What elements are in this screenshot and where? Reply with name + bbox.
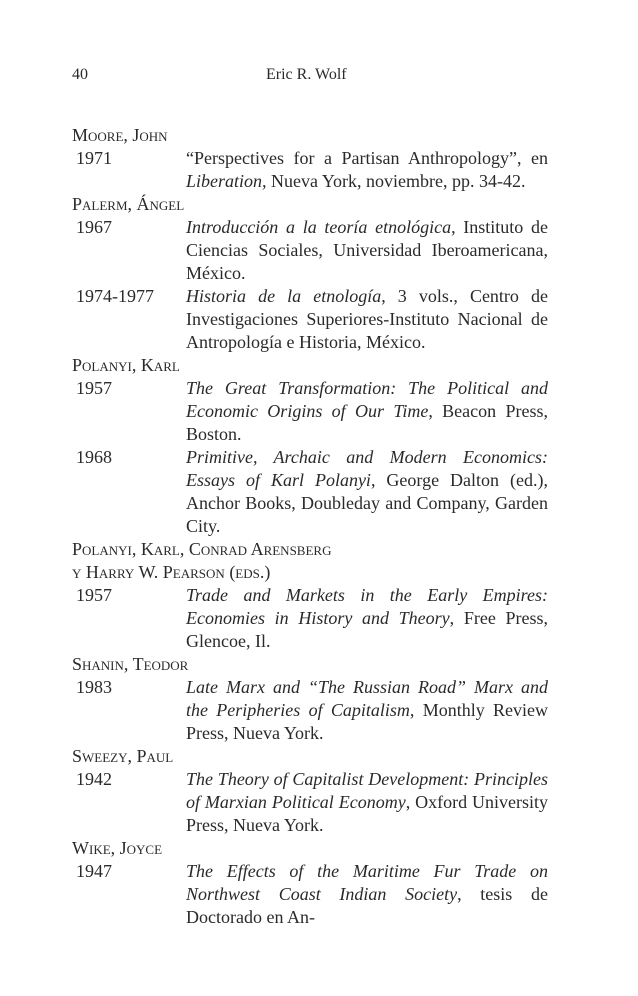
author-heading: Sweezy, Paul xyxy=(72,746,174,766)
entry-year: 1968 xyxy=(76,447,112,467)
author-heading: Shanin, Teodor xyxy=(72,654,189,674)
entry-text: , Free Press, Glencoe, Il. xyxy=(186,608,548,651)
entry-text: , Oxford University Press, Nueva York. xyxy=(186,792,549,835)
bibliography xyxy=(72,124,548,929)
author-heading-continued: y Harry W. Pearson (eds.) xyxy=(72,562,271,582)
page-header xyxy=(72,66,548,90)
page-number: 40 xyxy=(72,66,88,83)
entry-reference xyxy=(186,584,548,653)
entry-text: , 3 vols., Centro de Investigaciones Superiores-Instituto Nacional de Antropología e Historia, México. xyxy=(186,286,548,352)
author-heading: Polanyi, Karl xyxy=(72,355,180,375)
entry-text: , tesis de Doctorado en An- xyxy=(186,884,548,927)
entry-year: 1957 xyxy=(76,585,112,605)
bibliography-entry xyxy=(72,584,548,653)
entry-reference xyxy=(186,216,548,285)
entry-title: Primitive, Archaic and Modern Economics: Essays of Karl Polanyi xyxy=(186,447,548,490)
entry-title: Late Marx and “The Russian Road” Marx and the Peripheries of Capitalism xyxy=(186,677,548,720)
entry-title: Trade and Markets in the Early Empires: Economies in History and Theory xyxy=(186,585,548,628)
entry-text: Nueva York, noviembre, pp. 34-42. xyxy=(266,171,526,191)
bibliography-entry xyxy=(72,147,548,193)
bibliography-entry xyxy=(72,860,548,929)
bibliography-entry xyxy=(72,676,548,745)
entry-title: Liberation, xyxy=(186,171,267,191)
entry-text: , George Dalton (ed.), Anchor Books, Doubleday and Company, Garden City. xyxy=(186,470,548,536)
author-heading: Palerm, Ángel xyxy=(72,194,185,214)
entry-year: 1971 xyxy=(76,148,112,168)
entry-text: , Beacon Press, Boston. xyxy=(186,401,548,444)
entry-year: 1942 xyxy=(76,769,112,789)
entry-title: The Great Transformation: The Political and Economic Origins of Our Time xyxy=(186,378,548,421)
entry-title: Introducción a la teoría etnológica xyxy=(186,217,452,237)
entry-text: “Perspectives for a Partisan Anthropology”, en xyxy=(186,148,548,168)
entry-year: 1947 xyxy=(76,861,112,881)
entry-year: 1983 xyxy=(76,677,112,697)
bibliography-entry xyxy=(72,768,548,837)
entry-reference xyxy=(186,147,548,193)
bibliography-entry xyxy=(72,446,548,538)
author-heading: Moore, John xyxy=(72,125,168,145)
bibliography-entry xyxy=(72,285,548,354)
entry-text: , Instituto de Ciencias Sociales, Universidad Iberoamericana, México. xyxy=(186,217,548,283)
entry-year: 1974-1977 xyxy=(76,286,154,306)
entry-reference xyxy=(186,285,548,354)
author-heading: Polanyi, Karl, Conrad Arensberg xyxy=(72,539,332,559)
bibliography-entry xyxy=(72,216,548,285)
entry-reference xyxy=(186,377,548,446)
author-heading: Wike, Joyce xyxy=(72,838,163,858)
entry-text: , Monthly Review Press, Nueva York. xyxy=(186,700,549,743)
entry-reference xyxy=(186,446,548,538)
entry-year: 1957 xyxy=(76,378,112,398)
entry-year: 1967 xyxy=(76,217,112,237)
running-head: Eric R. Wolf xyxy=(266,66,347,83)
bibliography-entry xyxy=(72,377,548,446)
entry-title: The Theory of Capitalist Development: Principles of Marxian Political Economy xyxy=(186,769,548,812)
entry-title: Historia de la etnología xyxy=(186,286,382,306)
entry-reference xyxy=(186,860,548,929)
entry-title: The Effects of the Maritime Fur Trade on Northwest Coast Indian Society xyxy=(186,861,548,904)
entry-reference xyxy=(186,676,548,745)
entry-reference xyxy=(186,768,548,837)
